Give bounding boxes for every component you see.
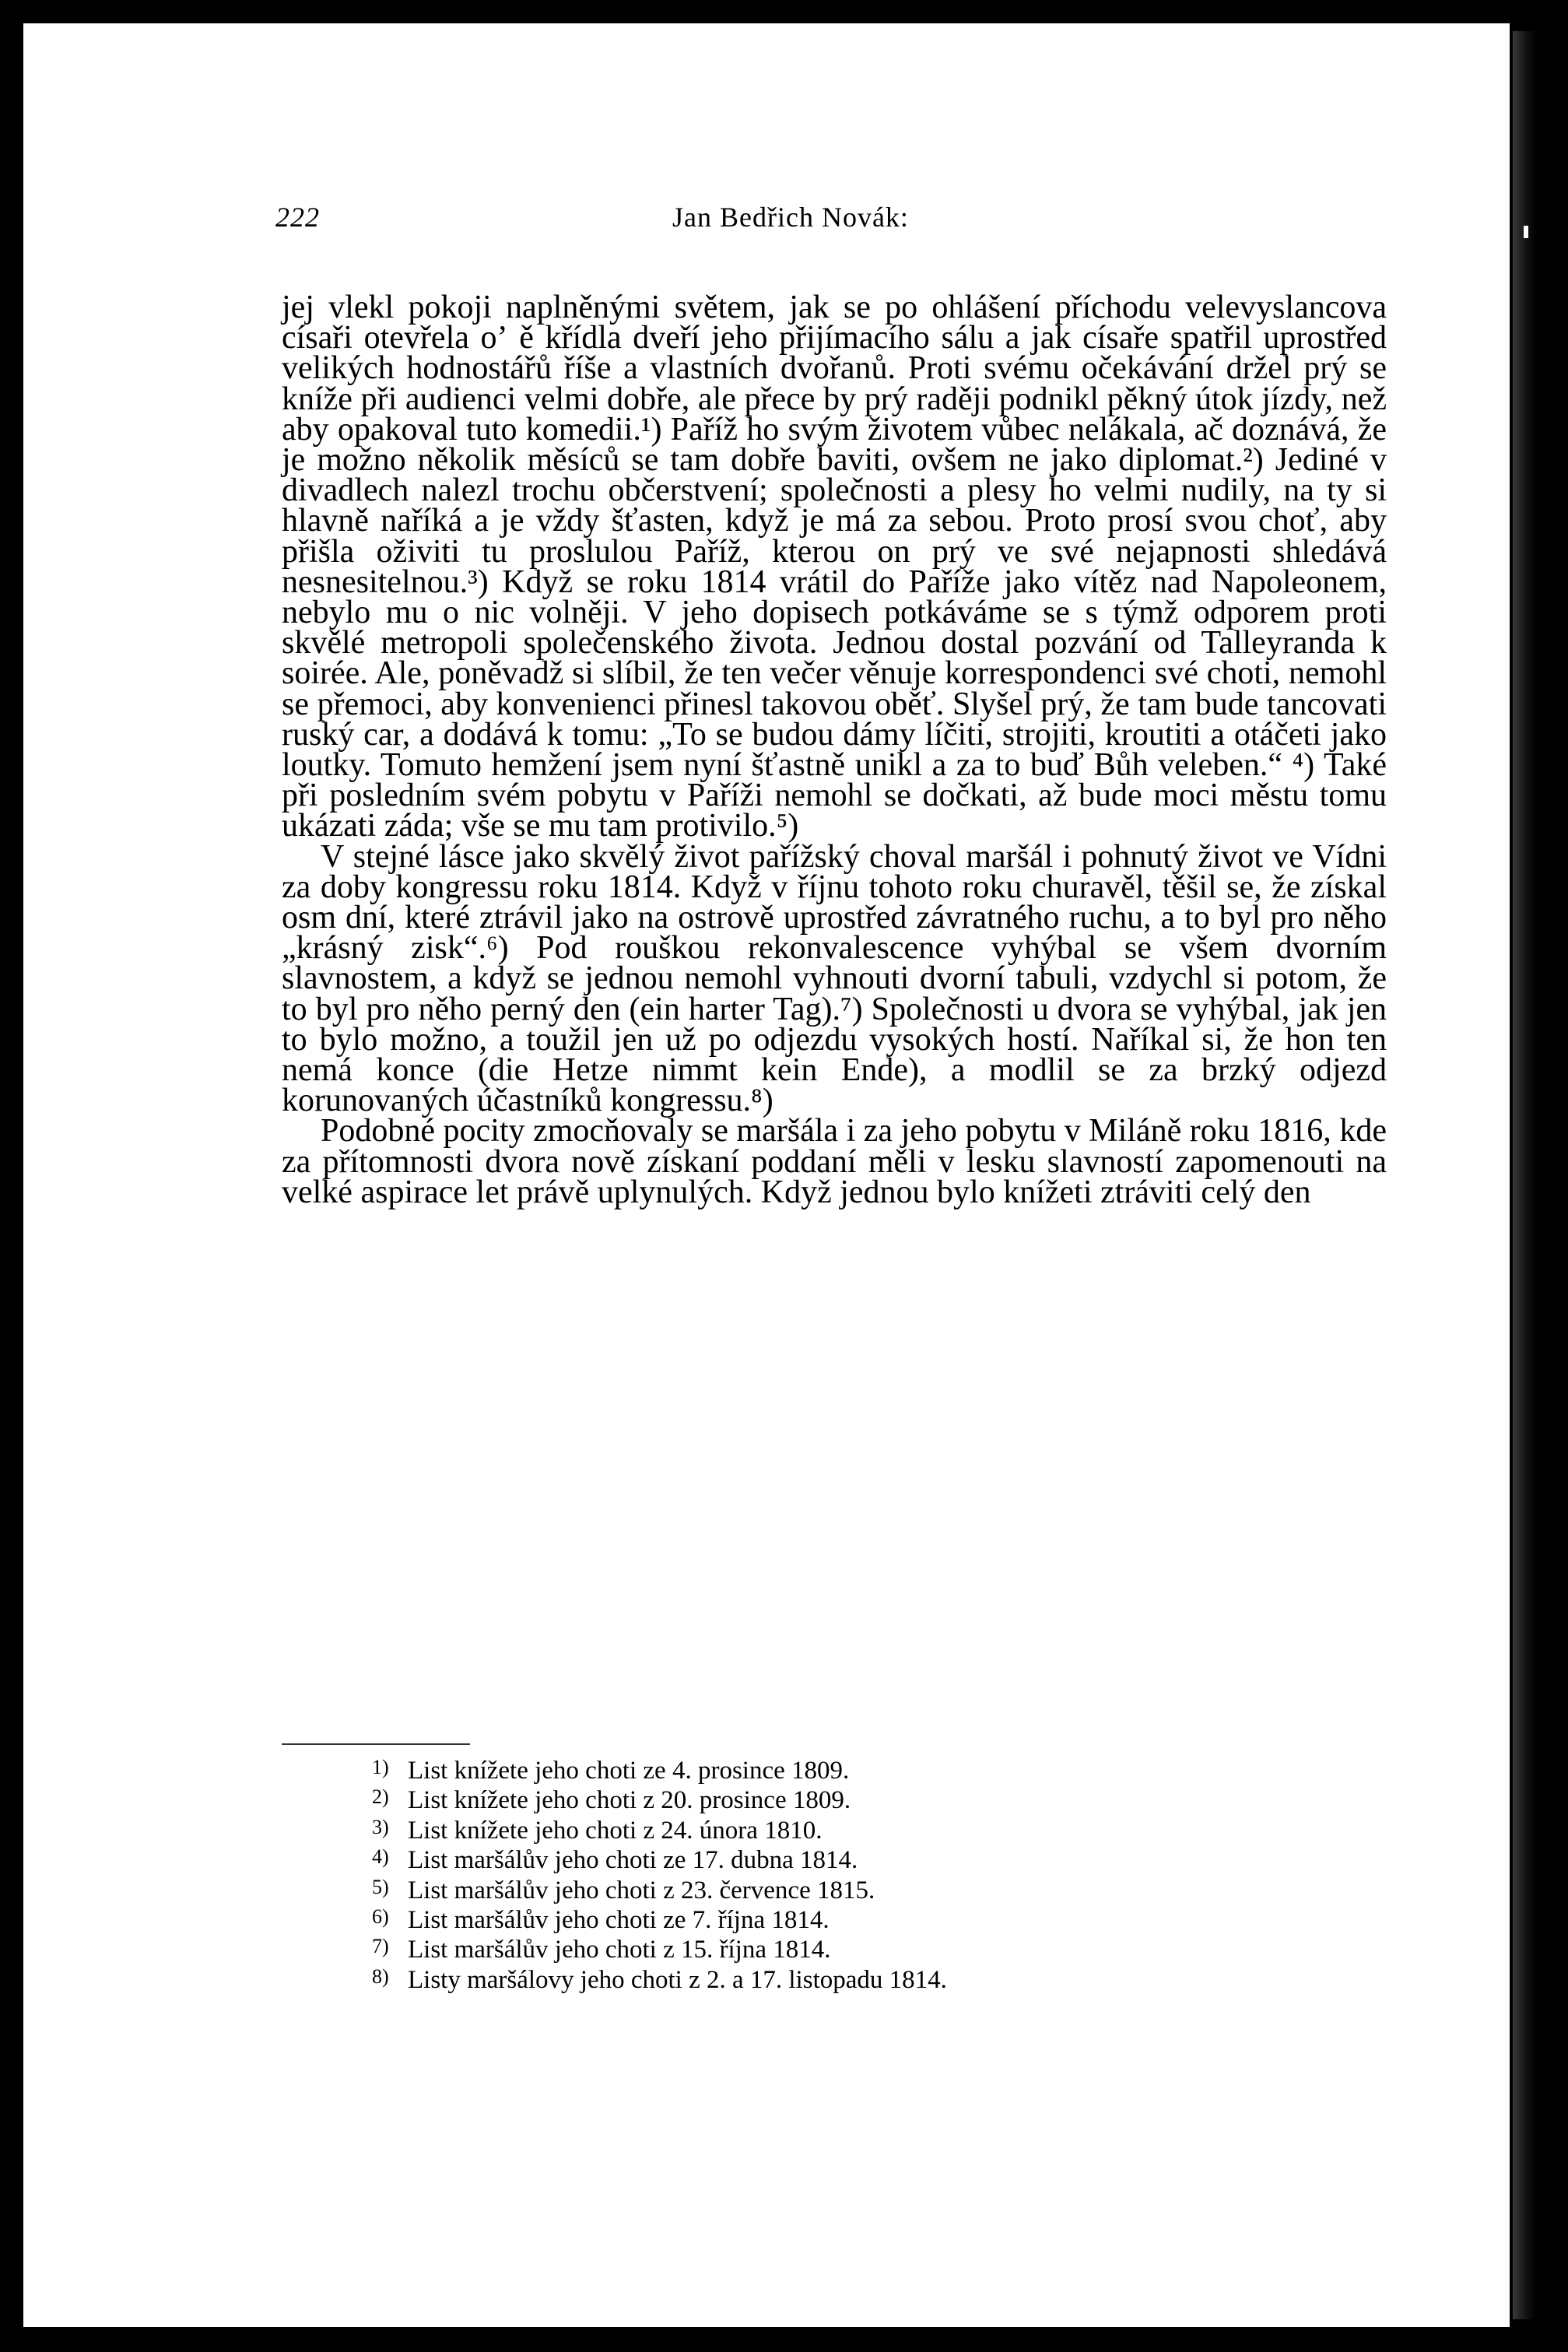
footnote-text: List knížete jeho choti z 20. prosince 1809. <box>408 1786 851 1815</box>
footnote-3 <box>372 1814 1384 1844</box>
footnote-text: List maršálův jeho choti ze 17. dubna 1814. <box>408 1846 858 1875</box>
footnote-mark: 4) <box>372 1845 389 1869</box>
footnote-5 <box>372 1874 1384 1904</box>
footnote-1 <box>372 1754 1384 1784</box>
footnote-4 <box>372 1844 1384 1873</box>
footnote-text: Listy maršálovy jeho choti z 2. a 17. listopadu 1814. <box>408 1965 947 1994</box>
footnote-text: List knížete jeho choti ze 4. prosince 1809. <box>408 1757 850 1785</box>
footnote-2 <box>372 1784 1384 1813</box>
footnote-text: List maršálův jeho choti z 15. října 1814. <box>408 1936 831 1964</box>
footnote-7 <box>372 1933 1384 1963</box>
footnote-mark: 2) <box>372 1785 389 1809</box>
running-head <box>275 201 1396 247</box>
footnote-text: List knížete jeho choti z 24. února 1810. <box>408 1816 823 1845</box>
footnote-mark: 3) <box>372 1815 389 1838</box>
footnotes <box>372 1754 1384 1993</box>
paragraph-2: V stejné lásce jako skvělý život pařížský choval maršál i pohnutý život ve Vídni za doby kongressu roku 1814. Když v říjnu tohoto roku churavěl, těšil se, že získal osm dní, které ztrávil jako na ostrově uprostřed závratného ruchu, a to byl pro něho „krásný zisk“.⁶) Pod rouškou rekonvalescence vyhýbal se všem dvorním slavnostem, a když se jednou nemohl vyhnouti dvorní tabuli, vzdychl si potom, že to byl pro něho perný den (ein harter Tag).⁷) Společnosti u dvora se vyhýbal, jak jen to bylo možno, a toužil jen už po odjezdu vysokých hostí. Naříkal si, že hon ten nemá konce (die Hetze nimmt kein Ende), a modlil se za brzký odjezd korunovaných účastníků kongressu.⁸) <box>282 838 1387 1119</box>
footnote-text: List maršálův jeho choti z 23. července 1815. <box>408 1876 875 1904</box>
page-number: 222 <box>275 202 320 233</box>
footnote-mark: 8) <box>372 1964 389 1988</box>
footnote-mark: 1) <box>372 1756 389 1778</box>
body-text <box>282 290 1387 1210</box>
footnote-mark: 5) <box>372 1875 389 1898</box>
footnote-8 <box>372 1964 1384 1993</box>
page-edge-shadow <box>1513 31 1536 2319</box>
footnote-mark: 6) <box>372 1905 389 1929</box>
edge-mark <box>1524 226 1528 238</box>
paragraph-3: Podobné pocity zmocňovaly se maršála i za jeho pobytu v Miláně roku 1816, kde za přítomnosti dvora nově získaní poddaní měli v lesku slavností zapomenouti na velké aspirace let právě uplynulých. Když jednou bylo knížeti ztráviti celý den <box>282 1113 1387 1210</box>
running-title: Jan Bedřich Novák: <box>672 202 909 233</box>
paragraph-1: jej vlekl pokoji naplněnými světem, jak se po ohlášení příchodu velevyslancova císaři otevřela oʼ ě křídla dveří jeho přijímacího sálu a jak císaře spatřil uprostřed velikých hodnostářů říše a vlastních dvořanů. Proti svému očekávání držel prý se kníže při audienci velmi dobře, ale přece by prý raději podnikl pěkný útok jízdy, než aby opakoval tuto komedii.¹) Paříž ho svým životem vůbec nelákala, ač doznává, že je možno několik měsíců se tam dobře baviti, ovšem ne jako diplomat.²) Jediné v divadlech nalezl trochu občerstvení; společnosti a plesy ho velmi nudily, na ty si hlavně naříká a je vždy šťasten, když je má za sebou. Proto prosí svou choť, aby přišla oživiti tu proslulou Paříž, kterou on prý ve své nejapnosti shledává nesnesitelnou.³) Když se roku 1814 vrátil do Paříže jako vítěz nad Napoleonem, nebylo mu o nic volněji. V jeho dopisech potkáváme se s týmž odporem proti skvělé metropoli společenského života. Jednou dostal pozvání od Talleyranda k soirée. Ale, poněvadž si slíbil, že ten večer věnuje korrespondenci své choti, nemohl se přemoci, aby konvenienci přinesl takovou oběť. Slyšel prý, že tam bude tancovati ruský car, a dodává k tomu: „To se budou dámy líčiti, strojiti, kroutiti a otáčeti jako loutky. Tomuto hemžení jsem nyní šťastně unikl a za to buď Bůh veleben.“ ⁴) Také při posledním svém pobytu v Paříži nemohl se dočkati, až bude moci městu tomu ukázati záda; vše se mu tam protivilo.⁵) <box>282 290 1387 844</box>
footnote-rule <box>282 1743 470 1745</box>
footnote-6 <box>372 1904 1384 1933</box>
footnote-text: List maršálův jeho choti ze 7. října 1814. <box>408 1906 830 1935</box>
footnote-mark: 7) <box>372 1935 389 1958</box>
